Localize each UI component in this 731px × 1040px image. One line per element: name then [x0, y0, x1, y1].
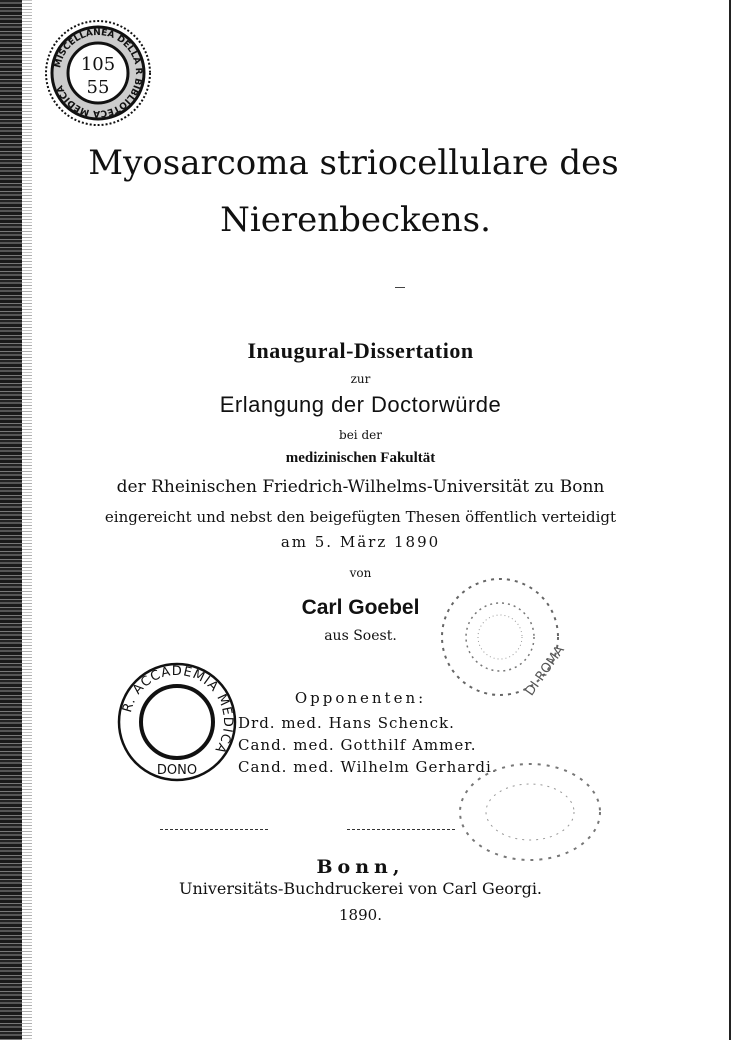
- text-zur: zur: [350, 372, 371, 386]
- opponent-name: Cand. med. Gotthilf Ammer.: [238, 736, 477, 754]
- divider-left: [160, 829, 268, 830]
- text-bei-der: bei der: [339, 428, 382, 442]
- university: der Rheinischen Friedrich-Wilhelms-Universität zu Bonn: [116, 477, 605, 497]
- text-von: von: [349, 566, 372, 580]
- author-name: Carl Goebel: [301, 596, 420, 619]
- submission-note: eingereicht und nebst den beigefügten Thesen öffentlich verteidigt: [104, 508, 617, 526]
- opponent-name: Drd. med. Hans Schenck.: [238, 714, 455, 732]
- defense-date: am 5. März 1890: [280, 533, 441, 551]
- imprint-year: 1890.: [339, 906, 382, 924]
- separator-dash: [395, 287, 405, 288]
- divider-right: [347, 829, 455, 830]
- title-line-1: Myosarcoma striocellulare des: [88, 143, 619, 183]
- academy-stamp-bottom-text: DONO: [156, 763, 198, 778]
- academy-stamp: [112, 660, 242, 785]
- faded-stamp-right-text: DI ROMA: [522, 643, 568, 699]
- dissertation-type: Inaugural-Dissertation: [247, 338, 474, 363]
- faded-stamp-right: [430, 575, 570, 705]
- faculty: medizinischen Fakultät: [285, 450, 436, 466]
- opponent-name: Cand. med. Wilhelm Gerhardi.: [238, 758, 498, 776]
- academy-stamp-ring-text: R. ACCADEMIA MEDICA: [120, 663, 236, 757]
- imprint-printer: Universitäts-Buchdruckerei von Carl Georgi.: [178, 879, 543, 898]
- library-stamp-ring-text: MISCELLANEA DELLA R BIBLIOTECA MEDICA: [53, 27, 144, 119]
- dissertation-purpose: Erlangung der Doctorwürde: [219, 392, 502, 417]
- imprint-city: Bonn,: [316, 856, 405, 878]
- author-origin: aus Soest.: [324, 628, 397, 644]
- faded-stamp-bottom-right: [455, 760, 605, 870]
- library-stamp-number-bottom: 55: [86, 77, 110, 98]
- library-stamp-number-top: 105: [80, 54, 116, 75]
- title-line-2: Nierenbeckens.: [220, 200, 491, 240]
- library-stamp: [38, 18, 158, 128]
- opponents-heading: Opponenten:: [294, 689, 427, 707]
